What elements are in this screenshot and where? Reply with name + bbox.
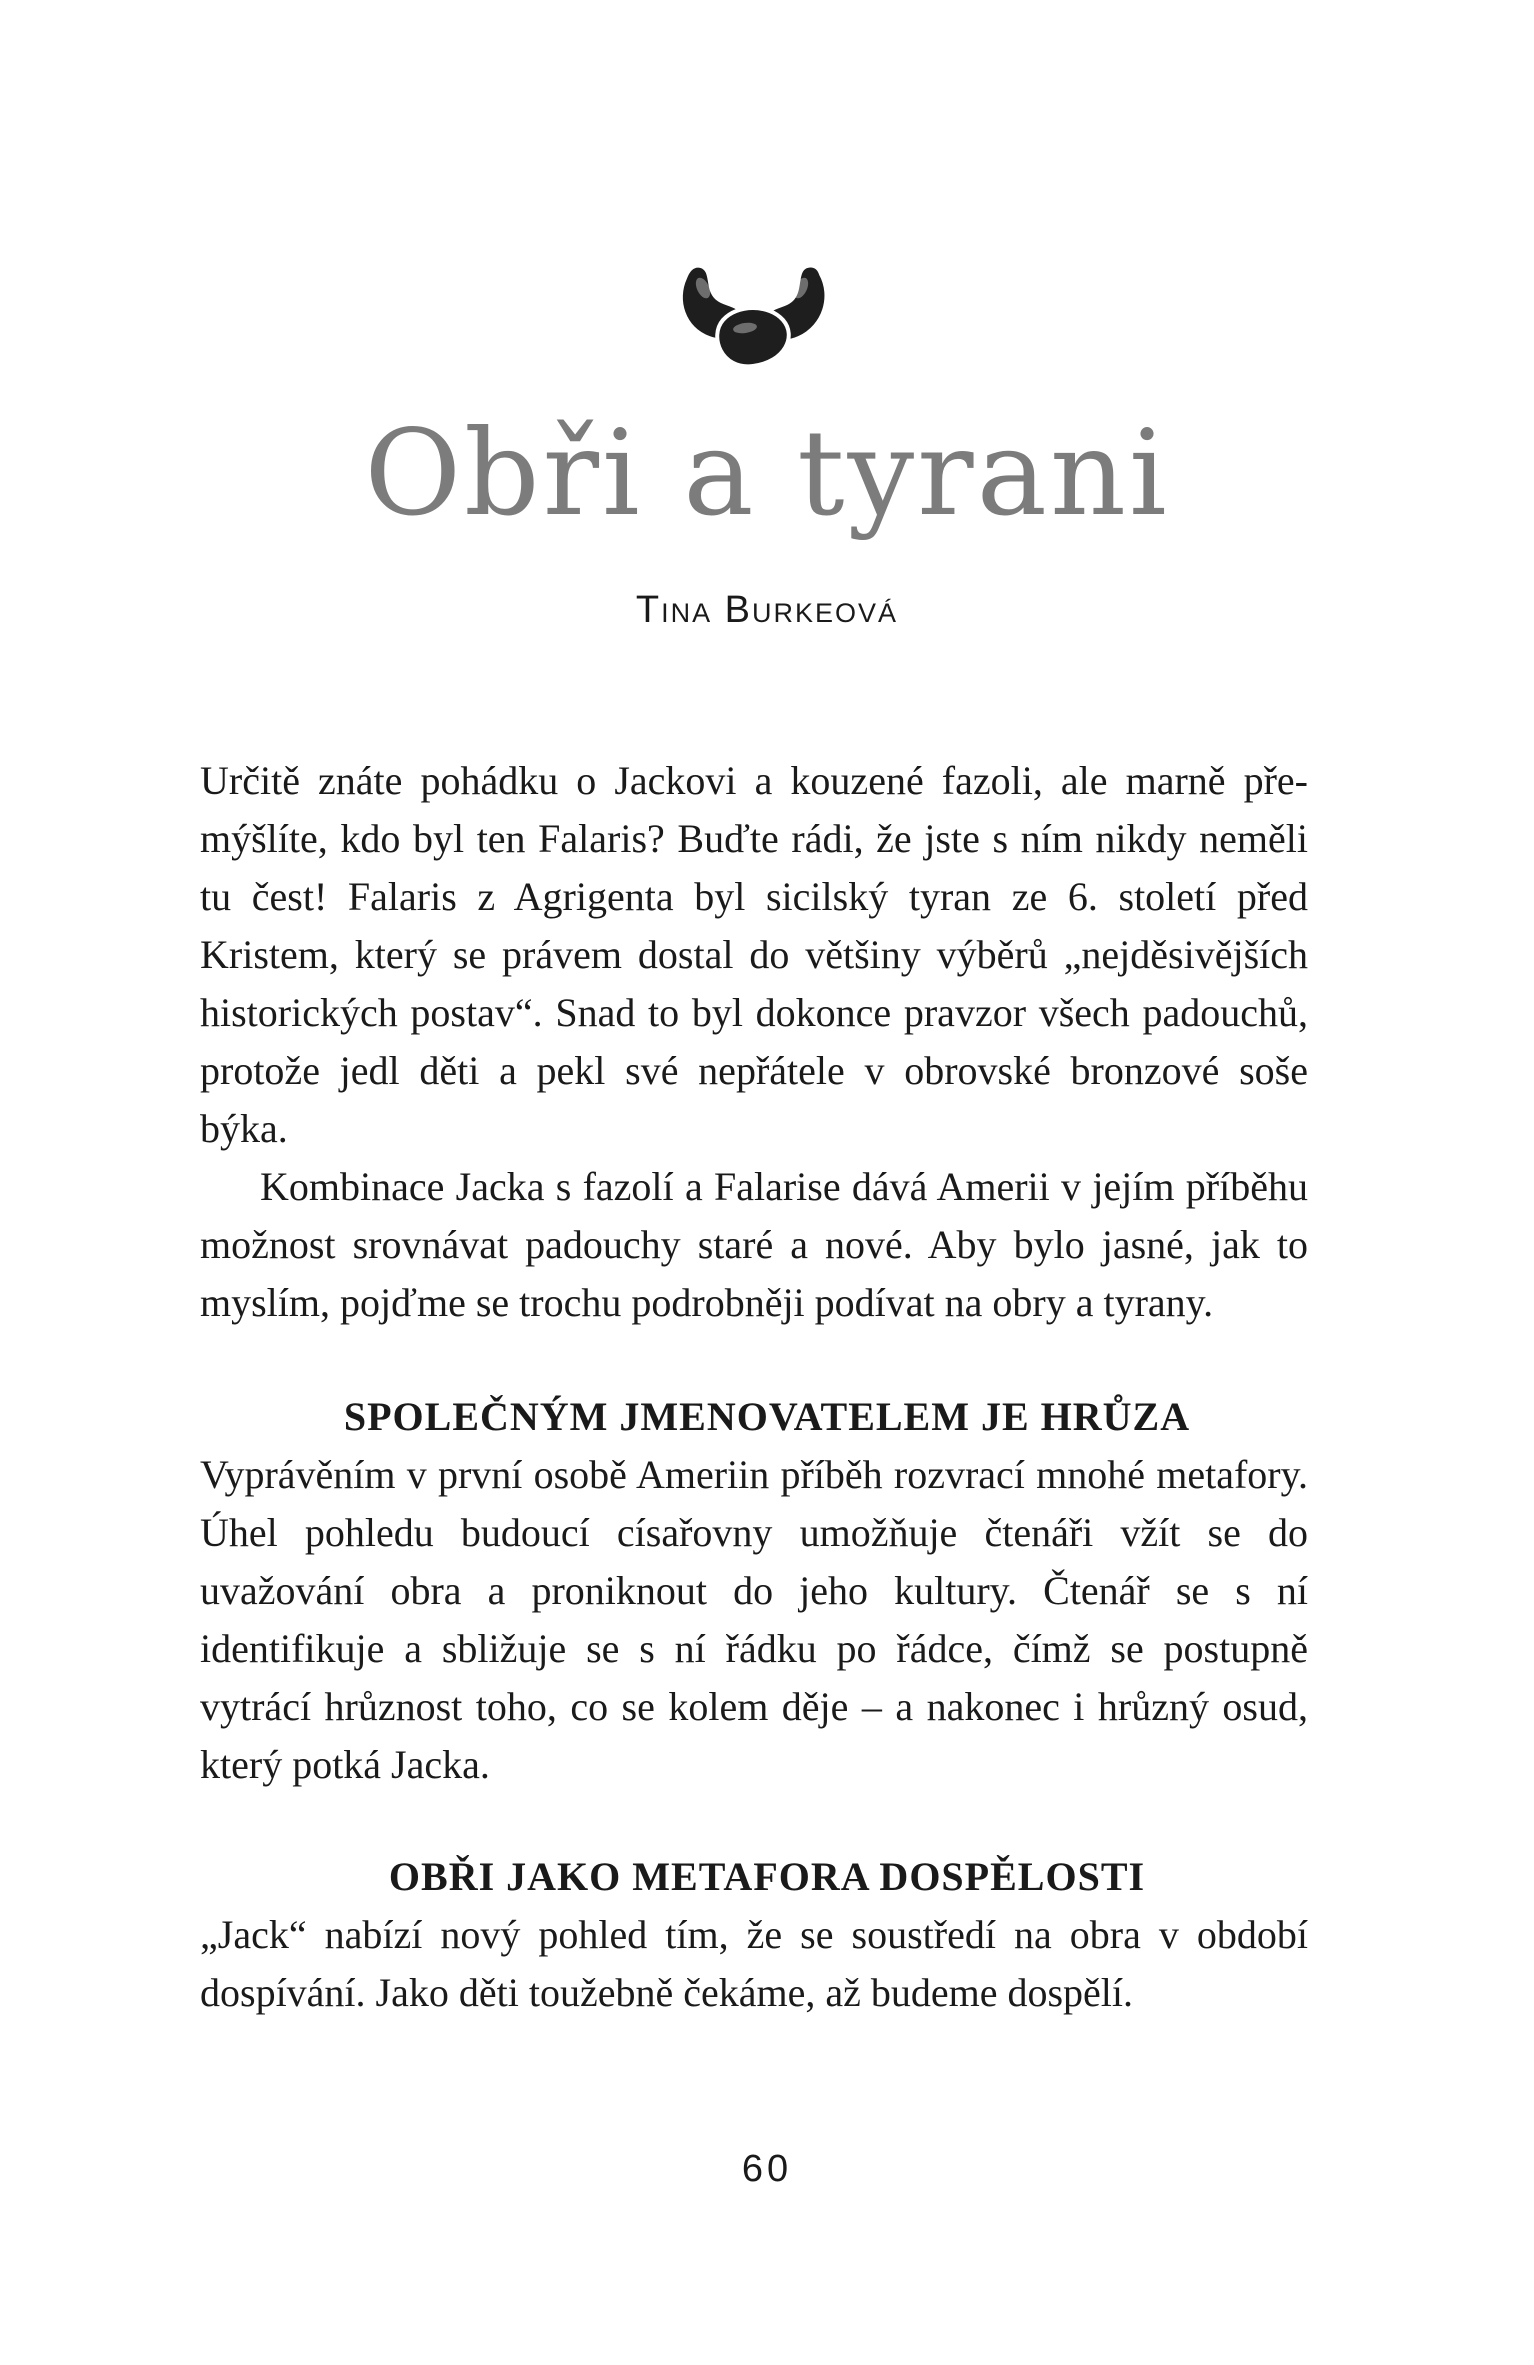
- section-heading-horror: SPOLEČNÝM JMENOVATELEM JE HRŮZA: [343, 1394, 1191, 1439]
- page-number: 60: [741, 2148, 793, 2190]
- section-heading-adulthood: OBŘI JAKO METAFORA DOSPĚLOSTI: [388, 1854, 1146, 1899]
- chapter-author: Tina Burkeová: [635, 589, 899, 631]
- paragraph-narration: Vyprávěním v první osobě Ameriin příběh rozvrací mnohé metafory. Úhel pohledu budoucí císařovny umožňuje čtenáři vžít se do uvažování obra a proniknout do jeho kultury. Čtenář se s ní identifikuje a sbližuje se s ní řádku po řádce, čímž se postupně vytrácí hrůznost toho, co se kolem děje – a nakonec i hrůzný osud, který potká Jacka.: [200, 1452, 1308, 1787]
- chapter-title: Obři a tyrani: [364, 404, 1170, 542]
- paragraph-adolescence: „Jack“ nabízí nový pohled tím, že se soustředí na obra v období dospívání. Jako děti toužebně čekáme, až budeme dospělí.: [200, 1912, 1308, 2015]
- paragraph-intro: Určitě znáte pohádku o Jackovi a kouzené fazoli, ale marně přemýšlíte, kdo byl ten Falaris? Buďte rádi, že jste s ním nikdy neměli tu čest! Falaris z Agrigenta byl sicilský tyran ze 6. století před Kristem, který se právem dostal do většiny výběrů „nejděsivějších historických postav“. Snad to byl dokonce pravzor všech padouchů, protože jedl děti a pekl své nepřátele v obrovské bronzové soše býka.: [200, 758, 1308, 1151]
- beans-icon: [673, 258, 833, 378]
- paragraph-combination: Kombinace Jacka s fazolí a Falarise dává Amerii v jejím příběhu možnost srovnávat padouchy staré a nové. Aby bylo jasné, jak to myslím, pojďme se trochu podrobněji podívat na obry a tyrany.: [200, 1164, 1308, 1325]
